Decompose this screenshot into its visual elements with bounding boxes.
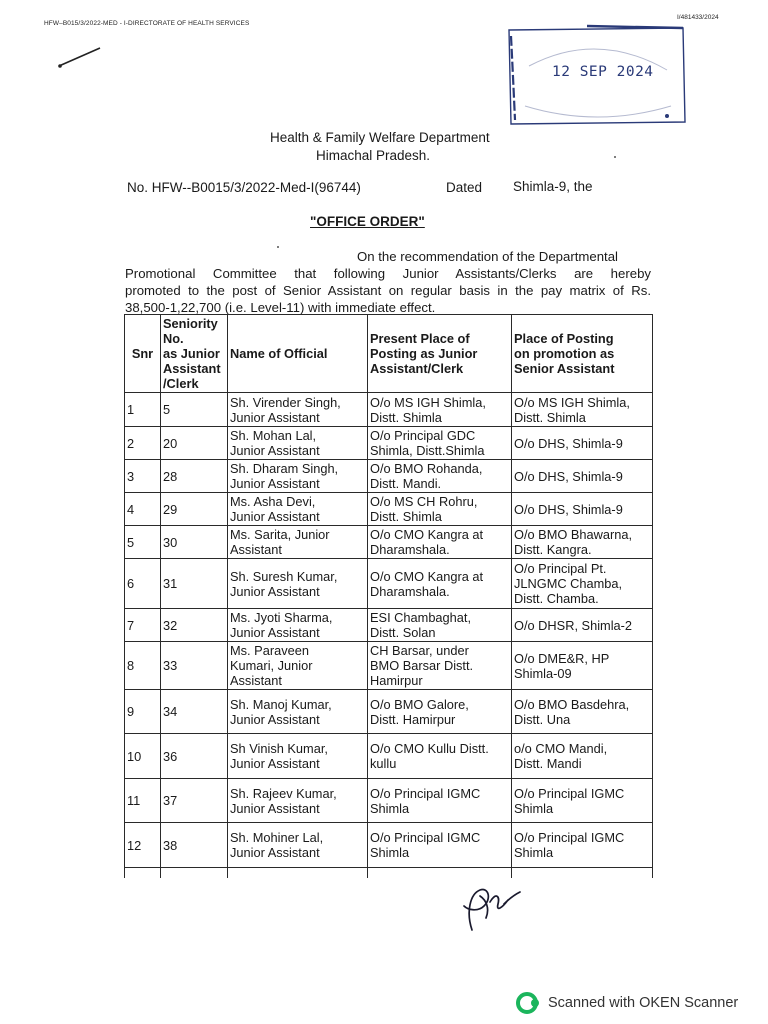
cell-name: Sh. Dharam Singh, Junior Assistant	[228, 460, 368, 493]
paragraph-line: On the recommendation of the Departmental	[357, 249, 618, 264]
signature-icon	[456, 882, 524, 934]
cell-seniority: 38	[161, 823, 228, 868]
receipt-number: I/481433/2024	[677, 14, 719, 21]
cell-present-posting: ESI Chambaghat, Distt. Solan	[368, 609, 512, 642]
table-row	[125, 609, 653, 642]
cell-snr: 5	[125, 526, 161, 559]
cell-seniority: 30	[161, 526, 228, 559]
order-paragraph	[125, 248, 651, 316]
cell-name: Sh. Rajeev Kumar, Junior Assistant	[228, 779, 368, 823]
cell-snr: 7	[125, 609, 161, 642]
header-new-posting: Place of Posting on promotion as Senior Assistant	[512, 315, 653, 393]
oken-scanner-logo-icon	[516, 990, 542, 1016]
cell-snr: 2	[125, 427, 161, 460]
reference-number: No. HFW--B0015/3/2022-Med-I(96744)	[127, 180, 361, 195]
table-header-row	[125, 315, 653, 393]
table-row	[125, 823, 653, 868]
table-row	[125, 460, 653, 493]
cell-name: Ms. Jyoti Sharma, Junior Assistant	[228, 609, 368, 642]
place-and-date: Shimla-9, the	[513, 179, 593, 194]
cell-new-posting: O/o BMO Basdehra, Distt. Una	[512, 690, 653, 734]
cell-empty	[228, 868, 368, 879]
cell-name: Sh. Suresh Kumar, Junior Assistant	[228, 559, 368, 609]
table-row	[125, 526, 653, 559]
cell-seniority: 37	[161, 779, 228, 823]
cell-snr: 12	[125, 823, 161, 868]
cell-new-posting: O/o DHS, Shimla-9	[512, 427, 653, 460]
cell-new-posting: O/o MS IGH Shimla, Distt. Shimla	[512, 393, 653, 427]
dated-label: Dated	[446, 180, 483, 195]
table-row	[125, 690, 653, 734]
cell-present-posting: O/o CMO Kangra at Dharamshala.	[368, 526, 512, 559]
cell-present-posting: CH Barsar, under BMO Barsar Distt. Hamirpur	[368, 642, 512, 690]
file-reference: HFW–B015/3/2022-MED - I-DIRECTORATE OF HEALTH SERVICES	[44, 20, 250, 27]
cell-seniority: 33	[161, 642, 228, 690]
cell-present-posting: O/o MS IGH Shimla, Distt. Shimla	[368, 393, 512, 427]
table-row-blank	[125, 868, 653, 879]
cell-new-posting: O/o DHS, Shimla-9	[512, 460, 653, 493]
cell-name: Sh. Mohan Lal, Junior Assistant	[228, 427, 368, 460]
paragraph-line: promoted to the post of Senior Assistant on regular basis in the pay matrix of Rs.	[125, 283, 651, 298]
paragraph-line: 38,500-1,22,700 (i.e. Level-11) with immediate effect.	[125, 300, 436, 315]
cell-seniority: 31	[161, 559, 228, 609]
pen-mark-icon	[56, 44, 104, 70]
cell-new-posting: O/o Principal Pt. JLNGMC Chamba, Distt. Chamba.	[512, 559, 653, 609]
cell-name: Ms. Sarita, Junior Assistant	[228, 526, 368, 559]
scanner-footer	[516, 990, 738, 1016]
header-name: Name of Official	[228, 315, 368, 393]
cell-snr: 3	[125, 460, 161, 493]
header-seniority: Seniority No. as Junior Assistant /Clerk	[161, 315, 228, 393]
cell-present-posting: O/o CMO Kangra at Dharamshala.	[368, 559, 512, 609]
table-row	[125, 642, 653, 690]
header-snr: Snr	[125, 315, 161, 393]
cell-snr: 6	[125, 559, 161, 609]
cell-seniority: 20	[161, 427, 228, 460]
promotion-table	[124, 314, 653, 878]
cell-present-posting: O/o MS CH Rohru, Distt. Shimla	[368, 493, 512, 526]
table-row	[125, 393, 653, 427]
cell-empty	[125, 868, 161, 879]
cell-snr: 11	[125, 779, 161, 823]
header-present-posting: Present Place of Posting as Junior Assistant/Clerk	[368, 315, 512, 393]
cell-new-posting: O/o Principal IGMC Shimla	[512, 779, 653, 823]
table-row	[125, 493, 653, 526]
cell-seniority: 32	[161, 609, 228, 642]
cell-snr: 1	[125, 393, 161, 427]
cell-present-posting: O/o BMO Galore, Distt. Hamirpur	[368, 690, 512, 734]
cell-present-posting: O/o BMO Rohanda, Distt. Mandi.	[368, 460, 512, 493]
cell-empty	[512, 868, 653, 879]
state-name: Himachal Pradesh.	[316, 148, 431, 163]
cell-seniority: 28	[161, 460, 228, 493]
cell-new-posting: O/o DME&R, HP Shimla-09	[512, 642, 653, 690]
table-row	[125, 427, 653, 460]
cell-name: Sh. Manoj Kumar, Junior Assistant	[228, 690, 368, 734]
cell-present-posting: O/o Principal GDC Shimla, Distt.Shimla	[368, 427, 512, 460]
cell-new-posting: o/o CMO Mandi, Distt. Mandi	[512, 734, 653, 779]
cell-present-posting: O/o Principal IGMC Shimla	[368, 823, 512, 868]
table-row	[125, 559, 653, 609]
cell-seniority: 36	[161, 734, 228, 779]
paragraph-line: Promotional Committee that following Junior Assistants/Clerks are hereby	[125, 266, 651, 281]
cell-new-posting: O/o BMO Bhawarna, Distt. Kangra.	[512, 526, 653, 559]
cell-new-posting: O/o DHSR, Shimla-2	[512, 609, 653, 642]
cell-snr: 8	[125, 642, 161, 690]
ink-dot	[614, 156, 616, 158]
scanner-text: Scanned with OKEN Scanner	[548, 995, 739, 1011]
office-order-title: "OFFICE ORDER"	[310, 214, 425, 229]
cell-name: Sh. Virender Singh, Junior Assistant	[228, 393, 368, 427]
cell-seniority: 5	[161, 393, 228, 427]
cell-name: Ms. Paraveen Kumari, Junior Assistant	[228, 642, 368, 690]
cell-new-posting: O/o DHS, Shimla-9	[512, 493, 653, 526]
table-row	[125, 779, 653, 823]
department-name: Health & Family Welfare Department	[270, 130, 490, 145]
cell-snr: 9	[125, 690, 161, 734]
cell-new-posting: O/o Principal IGMC Shimla	[512, 823, 653, 868]
cell-name: Sh Vinish Kumar, Junior Assistant	[228, 734, 368, 779]
cell-seniority: 29	[161, 493, 228, 526]
stamp-date: 12 SEP 2024	[552, 64, 654, 80]
cell-present-posting: O/o Principal IGMC Shimla	[368, 779, 512, 823]
cell-name: Ms. Asha Devi, Junior Assistant	[228, 493, 368, 526]
table-row	[125, 734, 653, 779]
cell-empty	[368, 868, 512, 879]
cell-name: Sh. Mohiner Lal, Junior Assistant	[228, 823, 368, 868]
cell-snr: 10	[125, 734, 161, 779]
cell-empty	[161, 868, 228, 879]
cell-seniority: 34	[161, 690, 228, 734]
cell-present-posting: O/o CMO Kullu Distt. kullu	[368, 734, 512, 779]
cell-snr: 4	[125, 493, 161, 526]
